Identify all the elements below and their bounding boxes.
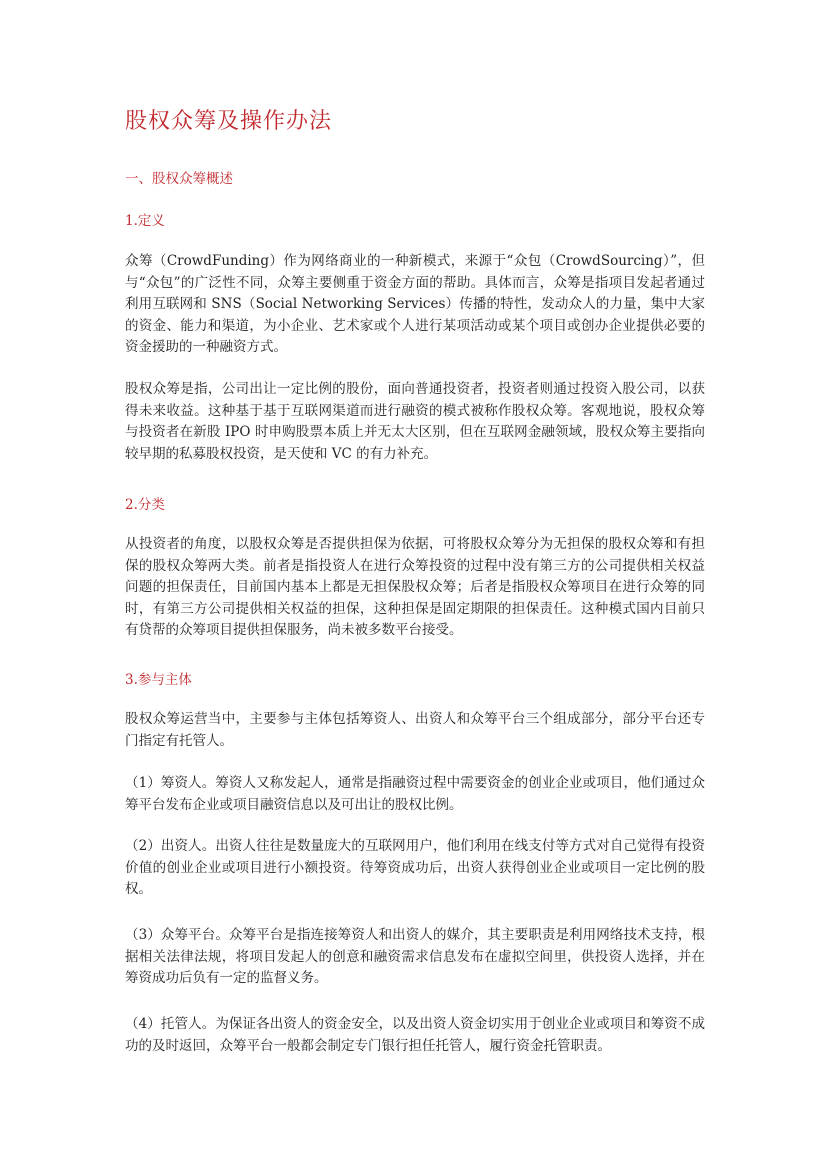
paragraph-classification: 从投资者的角度，以股权众筹是否提供担保为依据，可将股权众筹分为无担保的股权众筹和有担保的股权众筹两大类。前者是指投资人在进行众筹投资的过程中没有第三方的公司提供相关权益问题的担保责任，目前国内基本上都是无担保股权众筹；后者是指股权众筹项目在进行众筹的同时，有第三方公司提供相关权益的担保，这种担保是固定期限的担保责任。这种模式国内目前只有贷帮的众筹项目提供担保服务，尚未被多数平台接受。 — [125, 536, 705, 638]
paragraph-equity-crowdfunding-definition: 股权众筹是指，公司出让一定比例的股份，面向普通投资者，投资者则通过投资入股公司，以获得未来收益。这种基于基于互联网渠道而进行融资的模式被称作股权众筹。客观地说，股权众筹与投资者在新股 IPO 时申购股票本质上并无太大区别，但在互联网金融领域，股权众筹主要指向较早期的私募股权投资，是天使和 VC 的有力补充。 — [125, 381, 705, 462]
paragraph-custodian: （4）托管人。为保证各出资人的资金安全，以及出资人资金切实用于创业企业或项目和筹资不成功的及时返回，众筹平台一般都会制定专门银行担任托管人，履行资金托管职责。 — [125, 1016, 705, 1054]
subsection-heading-definition: 1.定义 — [125, 213, 165, 229]
paragraph-investor: （2）出资人。出资人往往是数量庞大的互联网用户，他们利用在线支付等方式对自己觉得有投资价值的创业企业或项目进行小额投资。待筹资成功后，出资人获得创业企业或项目一定比例的股权。 — [125, 838, 705, 897]
subsection-heading-classification: 2.分类 — [125, 497, 165, 513]
paragraph-platform: （3）众筹平台。众筹平台是指连接筹资人和出资人的媒介，其主要职责是利用网络技术支持，根据相关法律法规，将项目发起人的创意和融资需求信息发布在虚拟空间里，供投资人选择，并在筹资成功后负有一定的监督义务。 — [125, 927, 705, 986]
subsection-heading-participants: 3.参与主体 — [125, 672, 192, 688]
paragraph-participants-intro: 股权众筹运营当中，主要参与主体包括筹资人、出资人和众筹平台三个组成部分，部分平台还专门指定有托管人。 — [125, 711, 705, 749]
page-title: 股权众筹及操作办法 — [125, 109, 333, 134]
section-heading-overview: 一、股权众筹概述 — [125, 171, 233, 187]
paragraph-crowdfunding-definition: 众筹（CrowdFunding）作为网络商业的一种新模式，来源于“众包（CrowdSourcing）”，但与“众包”的广泛性不同，众筹主要侧重于资金方面的帮助。具体而言，众筹是指项目发起者通过利用互联网和 SNS（Social Networking Services）传播的特性，发动众人的力量，集中大家的资金、能力和渠道，为小企业、艺术家或个人进行某项活动或某个项目或创办企业提供必要的资金援助的一种融资方式。 — [125, 253, 705, 355]
paragraph-fundraiser: （1）筹资人。筹资人又称发起人，通常是指融资过程中需要资金的创业企业或项目，他们通过众筹平台发布企业或项目融资信息以及可出让的股权比例。 — [125, 775, 705, 813]
